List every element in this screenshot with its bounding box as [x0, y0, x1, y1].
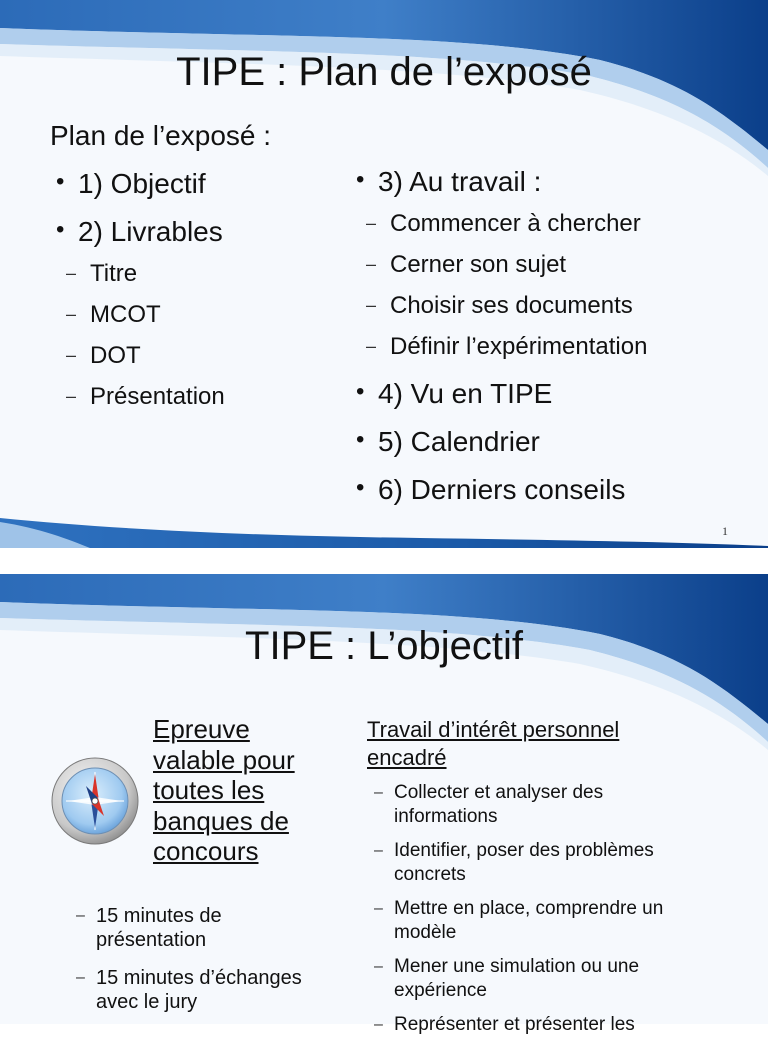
- sub-list-item: [50, 385, 225, 426]
- sub-item-line: – 15 minutes de: [96, 905, 222, 927]
- list-item: [50, 170, 225, 218]
- heading-line: encadré: [367, 745, 447, 770]
- sub-list-item: [372, 839, 663, 897]
- slide-2-title: TIPE : L’objectif: [245, 624, 523, 668]
- sub-item-label: MCOT: [90, 301, 161, 328]
- sub-item-line: informations: [394, 806, 498, 827]
- sub-list-item: [350, 253, 647, 294]
- slide-2-right-list: [372, 781, 663, 1053]
- slide-1-heading: Plan de l’exposé :: [50, 120, 272, 151]
- list-item-label: 5) Calendrier: [378, 426, 540, 457]
- sub-item-label: DOT: [90, 342, 141, 369]
- slide-2: [0, 574, 768, 1035]
- sub-item-line: – 15 minutes d’échanges: [96, 967, 302, 989]
- sub-item-line: concrets: [394, 864, 466, 885]
- page-number: 1: [722, 524, 728, 538]
- compass-icon: [50, 756, 140, 846]
- sub-item-line: présentation: [96, 929, 207, 951]
- sub-item-label: Choisir ses documents: [390, 292, 633, 319]
- slide-1-title: TIPE : Plan de l’exposé: [176, 50, 592, 94]
- list-item-label: 3) Au travail :: [378, 166, 542, 197]
- heading-line: Travail d’intérêt personnel: [367, 717, 620, 742]
- list-item: [350, 476, 647, 524]
- heading-line: Epreuve: [153, 714, 250, 744]
- list-item: [50, 218, 225, 262]
- sub-item-line: expérience: [394, 980, 487, 1001]
- sub-list-item: [50, 303, 225, 344]
- list-item-label: 1) Objectif: [78, 168, 206, 199]
- sub-list-item: [372, 1013, 663, 1053]
- sub-item-line: – Représenter et présenter les: [394, 1014, 635, 1035]
- sub-item-label: Présentation: [90, 383, 225, 410]
- list-item-label: 2) Livrables: [78, 216, 223, 247]
- sub-item-line: – Identifier, poser des problèmes: [394, 840, 654, 861]
- list-item: [350, 168, 647, 212]
- sub-item-label: Commencer à chercher: [390, 210, 641, 237]
- sub-list-item: [350, 294, 647, 335]
- slide-2-left-heading: [153, 714, 295, 867]
- sub-item-line: avec le jury: [96, 991, 198, 1013]
- sub-list-item: [50, 262, 225, 303]
- heading-line: toutes les: [153, 775, 265, 805]
- slide-2-left-list: [74, 904, 302, 1028]
- sub-list-item: [372, 897, 663, 955]
- list-item: [350, 428, 647, 476]
- list-item: [350, 380, 647, 428]
- sub-item-label: Titre: [90, 260, 138, 287]
- sub-list-item: [350, 212, 647, 253]
- sub-list-item: [372, 955, 663, 1013]
- sub-list-item: [372, 781, 663, 839]
- sub-item-line: – Collecter et analyser des: [394, 782, 604, 803]
- slide-1-right-list: [350, 168, 647, 524]
- list-item-label: 4) Vu en TIPE: [378, 378, 553, 409]
- list-item-label: 6) Derniers conseils: [378, 474, 626, 505]
- sub-item-line: – Mener une simulation ou une: [394, 956, 640, 977]
- heading-line: banques de: [153, 805, 289, 836]
- sub-item-line: modèle: [394, 922, 457, 943]
- sub-list-item: [50, 344, 225, 385]
- sub-list-item: [74, 904, 302, 966]
- sub-list-item: [74, 966, 302, 1028]
- sub-item-line: – Mettre en place, comprendre un: [394, 898, 664, 919]
- heading-line: valable pour: [153, 744, 295, 775]
- sub-list-item: [350, 335, 647, 380]
- slide-2-right-heading: [367, 716, 619, 772]
- sub-item-label: Cerner son sujet: [390, 251, 567, 278]
- slide-1-left-list: [50, 170, 225, 426]
- heading-line: concours: [153, 836, 259, 866]
- sub-item-label: Définir l’expérimentation: [390, 333, 648, 360]
